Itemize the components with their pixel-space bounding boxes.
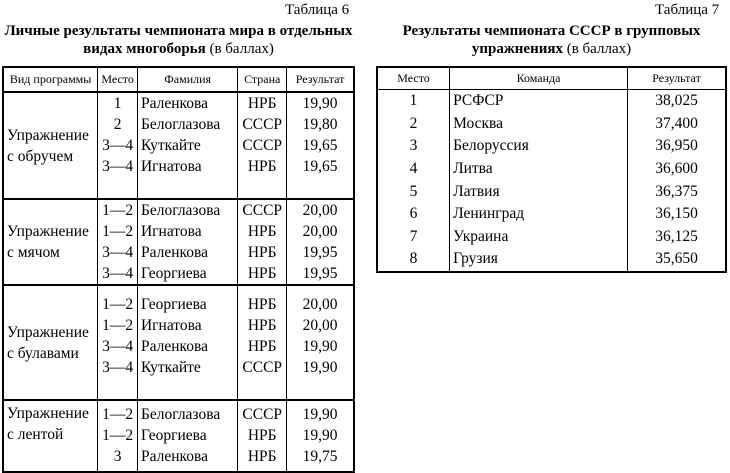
surname-cell: Куткайте — [137, 357, 237, 378]
surname-cell: Игнатова — [137, 156, 237, 177]
surname-cell: Раленкова — [137, 242, 237, 263]
team-cell: Латвия — [450, 180, 628, 203]
place-cell: 3—4 — [98, 357, 138, 378]
result-cell: 20,00 — [287, 285, 354, 315]
result-cell: 36,375 — [628, 180, 726, 203]
header-surname: Фамилия — [137, 67, 237, 92]
table-row — [3, 199, 354, 221]
place-cell: 3—4 — [98, 135, 138, 156]
header-result: Результат — [287, 67, 354, 92]
place-cell: 2 — [98, 114, 138, 135]
country-cell: НРБ — [238, 285, 287, 315]
result-cell: 36,125 — [628, 226, 726, 249]
result-cell: 20,00 — [287, 315, 354, 336]
table-row — [3, 400, 354, 425]
result-cell: 36,150 — [628, 203, 726, 226]
country-cell: СССР — [238, 135, 287, 156]
team-cell: Москва — [450, 113, 628, 136]
table6-header-row — [3, 67, 354, 92]
surname-cell: Георгиева — [137, 285, 237, 315]
place-cell: 1 — [409, 92, 418, 110]
table7-number: Таблица 7 — [655, 2, 720, 18]
header-place: Место — [98, 67, 138, 92]
table-row — [3, 92, 354, 114]
country-cell: СССР — [238, 114, 287, 135]
result-cell: 19,90 — [287, 400, 354, 425]
place-cell: 1—2 — [98, 199, 138, 221]
result-cell: 19,65 — [287, 135, 354, 156]
surname-cell: Белоглазова — [137, 400, 237, 425]
team-cell: Литва — [450, 158, 628, 181]
result-cell: 19,90 — [287, 336, 354, 357]
place-cell: 3—4 — [98, 156, 138, 177]
table-row — [377, 180, 726, 203]
surname-cell: Раленкова — [137, 446, 237, 472]
place-cell: 2 — [409, 114, 418, 132]
team-cell: РСФСР — [450, 90, 628, 113]
place-cell: 3—4 — [98, 336, 138, 357]
result-cell: 36,950 — [628, 135, 726, 158]
result-cell: 19,90 — [287, 425, 354, 446]
surname-cell: Георгиева — [137, 263, 237, 285]
country-cell: СССР — [238, 199, 287, 221]
exercise-cell-hoop: Упражнение с обручем — [7, 126, 89, 165]
country-cell: НРБ — [238, 156, 287, 177]
place-cell: 4 — [409, 160, 418, 178]
country-cell: НРБ — [238, 336, 287, 357]
result-cell: 20,00 — [287, 221, 354, 242]
place-cell: 1 — [98, 92, 138, 114]
header-result: Результат — [628, 67, 726, 90]
result-cell: 37,400 — [628, 113, 726, 136]
surname-cell: Игнатова — [137, 315, 237, 336]
surname-cell: Раленкова — [137, 92, 237, 114]
header-country: Страна — [238, 67, 287, 92]
place-cell: 1—2 — [98, 221, 138, 242]
place-cell: 3 — [409, 137, 418, 155]
result-cell: 19,90 — [287, 92, 354, 114]
table6-title — [2, 22, 355, 58]
result-cell: 35,650 — [628, 248, 726, 272]
place-cell: 5 — [409, 182, 418, 200]
table6 — [2, 66, 355, 473]
table-row — [377, 135, 726, 158]
country-cell: НРБ — [238, 425, 287, 446]
result-cell: 19,65 — [287, 156, 354, 177]
place-cell: 7 — [409, 227, 418, 245]
result-cell: 20,00 — [287, 199, 354, 221]
country-cell: НРБ — [238, 446, 287, 472]
table-row — [377, 248, 726, 272]
surname-cell: Игнатова — [137, 221, 237, 242]
table7-header-row — [377, 67, 726, 90]
table-row — [3, 285, 354, 315]
team-cell: Белоруссия — [450, 135, 628, 158]
header-place: Место — [377, 67, 450, 90]
surname-cell: Белоглазова — [137, 199, 237, 221]
table6-title-unit: (в баллах) — [209, 41, 274, 57]
table6-title-bold: Личные результаты чемпионата мира в отдельных видах многоборья — [4, 23, 353, 57]
country-cell: НРБ — [238, 263, 287, 285]
place-cell: 3—4 — [98, 263, 138, 285]
place-cell: 1—2 — [98, 315, 138, 336]
team-cell: Ленинград — [450, 203, 628, 226]
surname-cell: Куткайте — [137, 135, 237, 156]
place-cell: 3—4 — [98, 242, 138, 263]
table-row — [377, 203, 726, 226]
team-cell: Украина — [450, 226, 628, 249]
place-cell: 1—2 — [98, 285, 138, 315]
country-cell: НРБ — [238, 315, 287, 336]
result-cell: 38,025 — [628, 90, 726, 113]
header-program: Вид программы — [3, 67, 98, 92]
table-row — [377, 226, 726, 249]
place-cell: 1—2 — [98, 400, 138, 425]
table7 — [376, 66, 727, 273]
table7-title-bold: Результаты чемпионата СССР в групповых упражнениях — [402, 23, 701, 57]
result-cell: 19,75 — [287, 446, 354, 472]
country-cell: СССР — [238, 357, 287, 378]
country-cell: НРБ — [238, 242, 287, 263]
country-cell: НРБ — [238, 92, 287, 114]
place-cell: 6 — [409, 205, 418, 223]
place-cell: 8 — [409, 250, 418, 268]
table-row — [377, 158, 726, 181]
result-cell: 19,95 — [287, 242, 354, 263]
team-cell: Грузия — [450, 248, 628, 272]
surname-cell: Раленкова — [137, 336, 237, 357]
place-cell: 1—2 — [98, 425, 138, 446]
table7-title — [376, 22, 727, 58]
exercise-cell-clubs: Упражнение с булавами — [3, 285, 98, 400]
country-cell: НРБ — [238, 221, 287, 242]
exercise-cell-ribbon: Упражнение с лентой — [3, 400, 98, 472]
surname-cell: Белоглазова — [137, 114, 237, 135]
header-team: Команда — [450, 67, 628, 90]
exercise-cell-ball: Упражнение с мячом — [3, 199, 98, 285]
table7-title-unit: (в баллах) — [566, 41, 632, 57]
place-cell: 3 — [98, 446, 138, 472]
surname-cell: Георгиева — [137, 425, 237, 446]
table-row — [377, 113, 726, 136]
result-cell: 36,600 — [628, 158, 726, 181]
table-row — [377, 90, 726, 113]
result-cell: 19,90 — [287, 357, 354, 378]
result-cell: 19,95 — [287, 263, 354, 285]
table6-number: Таблица 6 — [285, 2, 350, 18]
country-cell: СССР — [238, 400, 287, 425]
result-cell: 19,80 — [287, 114, 354, 135]
